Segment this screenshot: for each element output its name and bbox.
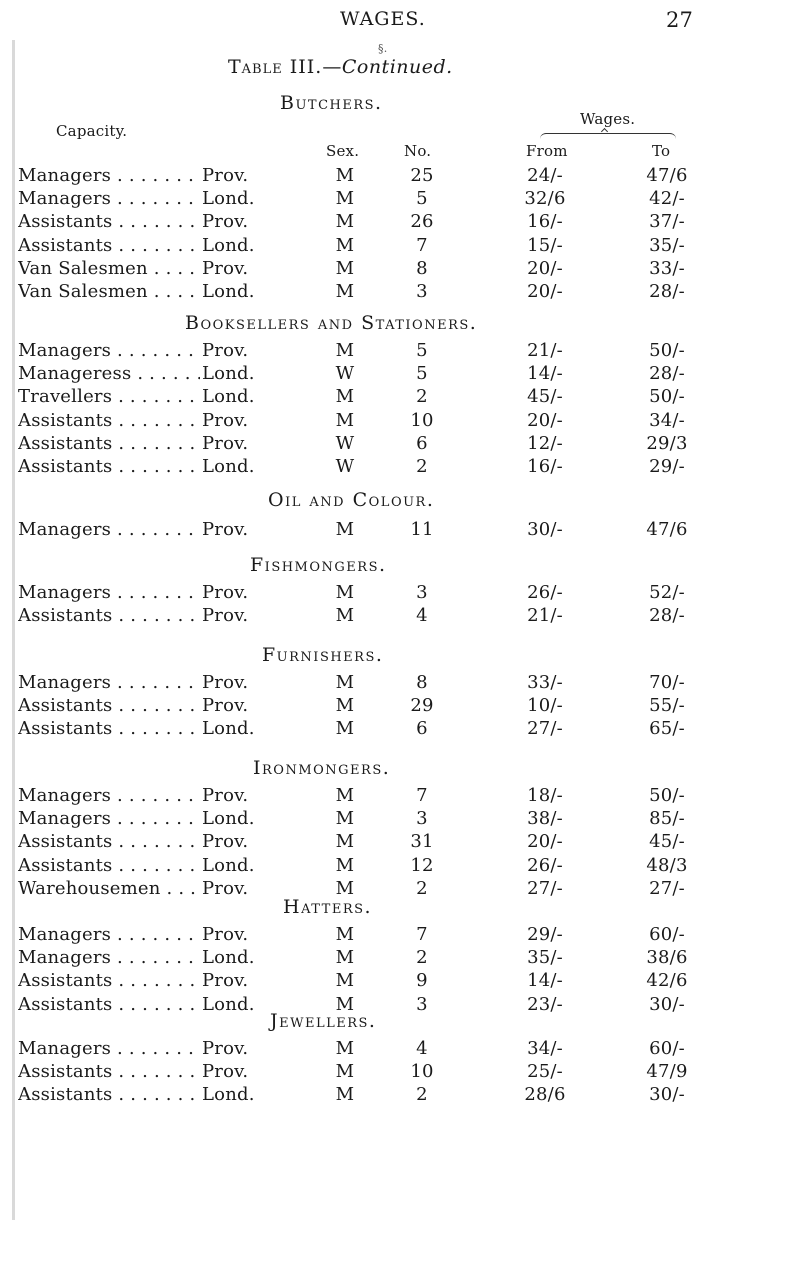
location-cell: Lond.	[202, 993, 255, 1015]
page-number: 27	[666, 8, 694, 32]
wage-to-cell: 50/-	[649, 340, 685, 361]
wage-to-cell: 30/-	[649, 993, 685, 1015]
location-cell: Lond.	[202, 188, 255, 210]
number-cell: 26	[410, 211, 434, 233]
wage-to-cell: 30/-	[649, 1084, 685, 1106]
wage-from-cell: 30/-	[527, 519, 563, 540]
section-title: Hatters.	[283, 896, 373, 918]
table-title-continued: Continued.	[341, 56, 453, 78]
table-row	[0, 784, 800, 808]
number-cell: 3	[416, 582, 428, 603]
table-row	[0, 877, 800, 901]
wage-to-cell: 60/-	[649, 1038, 685, 1059]
wage-from-cell: 14/-	[527, 970, 563, 992]
wage-to-cell: 42/6	[646, 970, 688, 992]
number-cell: 7	[416, 785, 428, 806]
location-cell: Lond.	[202, 281, 255, 302]
number-cell: 3	[416, 993, 428, 1015]
section-title: Jewellers.	[270, 1010, 377, 1032]
location-cell: Lond.	[202, 808, 255, 830]
table-row	[0, 385, 800, 409]
number-cell: 9	[416, 970, 428, 992]
wage-to-cell: 27/-	[649, 877, 685, 899]
sex-cell: M	[335, 188, 355, 210]
wage-from-cell: 20/-	[527, 281, 563, 302]
capacity-cell: Managers . . .	[18, 923, 203, 947]
location-cell: Prov.	[202, 211, 249, 233]
capacity-cell: Van Salesmen . . .	[18, 257, 203, 281]
wage-from-cell: 21/-	[527, 340, 563, 361]
sex-cell: M	[335, 386, 355, 408]
wage-to-cell: 47/9	[646, 1061, 688, 1083]
sex-cell: M	[335, 718, 355, 740]
location-cell: Prov.	[202, 1061, 249, 1083]
table-row	[0, 830, 800, 854]
table-row	[0, 946, 800, 970]
wage-to-cell: 60/-	[649, 924, 685, 945]
number-cell: 25	[410, 165, 434, 186]
wage-to-cell: 47/6	[646, 519, 688, 540]
sex-cell: W	[335, 432, 355, 454]
table-row	[0, 969, 800, 993]
number-cell: 31	[410, 831, 434, 853]
capacity-cell: Assistants . . .	[18, 455, 203, 479]
printer-mark: §.	[378, 42, 388, 55]
capacity-cell: Assistants . . .	[18, 969, 203, 993]
wage-from-cell: 24/-	[527, 165, 563, 186]
wage-to-cell: 29/3	[646, 432, 688, 454]
running-head-title: WAGES.	[340, 8, 426, 30]
wage-to-cell: 28/-	[649, 281, 685, 302]
table-row	[0, 671, 800, 695]
capacity-cell: Travellers . . .	[18, 385, 203, 409]
wage-from-cell: 23/-	[527, 993, 563, 1015]
location-cell: Prov.	[202, 970, 249, 992]
wage-to-cell: 42/-	[649, 188, 685, 210]
table-row	[0, 1083, 800, 1107]
wage-from-cell: 14/-	[527, 363, 563, 385]
table-row	[0, 187, 800, 211]
location-cell: Lond.	[202, 854, 255, 876]
table-row	[0, 455, 800, 479]
sex-cell: M	[335, 519, 355, 540]
number-cell: 4	[416, 1038, 428, 1059]
wage-from-cell: 25/-	[527, 1061, 563, 1083]
table-row	[0, 280, 800, 304]
section-title: Booksellers and Stationers.	[185, 312, 478, 334]
sex-cell: M	[335, 877, 355, 899]
capacity-cell: Warehousemen . . .	[18, 877, 203, 901]
section-title: Furnishers.	[262, 644, 384, 666]
table-row	[0, 339, 800, 363]
wage-from-cell: 34/-	[527, 1038, 563, 1059]
table-row	[0, 234, 800, 258]
table-row	[0, 694, 800, 718]
location-cell: Prov.	[202, 1038, 249, 1059]
location-cell: Lond.	[202, 386, 255, 408]
capacity-cell: Managers . . .	[18, 339, 203, 363]
sex-cell: M	[335, 605, 355, 627]
table-title	[228, 56, 453, 78]
capacity-cell: Assistants . . .	[18, 717, 203, 741]
number-cell: 6	[416, 432, 428, 454]
column-header-wages: Wages.	[580, 110, 636, 128]
sex-cell: M	[335, 257, 355, 279]
number-cell: 2	[416, 877, 428, 899]
section-title: Oil and Colour.	[268, 489, 435, 511]
capacity-cell: Assistants . . .	[18, 830, 203, 854]
capacity-cell: Managers . . .	[18, 187, 203, 211]
number-cell: 12	[410, 854, 434, 876]
wage-to-cell: 45/-	[649, 831, 685, 853]
location-cell: Lond.	[202, 234, 255, 256]
table-row	[0, 1037, 800, 1061]
wage-from-cell: 32/6	[524, 188, 566, 210]
table-row	[0, 923, 800, 947]
location-cell: Prov.	[202, 831, 249, 853]
sex-cell: M	[335, 695, 355, 717]
location-cell: Prov.	[202, 582, 249, 603]
wage-from-cell: 27/-	[527, 718, 563, 740]
number-cell: 2	[416, 386, 428, 408]
wage-from-cell: 20/-	[527, 831, 563, 853]
number-cell: 11	[410, 519, 434, 540]
wage-to-cell: 33/-	[649, 257, 685, 279]
table-row	[0, 432, 800, 456]
number-cell: 10	[410, 409, 434, 431]
sex-cell: M	[335, 165, 355, 186]
location-cell: Prov.	[202, 924, 249, 945]
wage-from-cell: 10/-	[527, 695, 563, 717]
capacity-cell: Managers . . .	[18, 946, 203, 970]
location-cell: Lond.	[202, 456, 255, 477]
running-head	[0, 8, 800, 36]
wage-from-cell: 28/6	[524, 1084, 566, 1106]
sex-cell: W	[335, 456, 355, 477]
capacity-cell: Assistants . . .	[18, 694, 203, 718]
wage-from-cell: 20/-	[527, 409, 563, 431]
capacity-cell: Managers . . .	[18, 1037, 203, 1061]
number-cell: 5	[416, 363, 428, 385]
table-row	[0, 409, 800, 433]
wage-to-cell: 65/-	[649, 718, 685, 740]
location-cell: Prov.	[202, 340, 249, 361]
sex-cell: M	[335, 970, 355, 992]
sex-cell: M	[335, 1038, 355, 1059]
number-cell: 5	[416, 340, 428, 361]
wage-to-cell: 50/-	[649, 785, 685, 806]
table-row	[0, 164, 800, 188]
wage-from-cell: 12/-	[527, 432, 563, 454]
sex-cell: M	[335, 947, 355, 969]
sex-cell: M	[335, 234, 355, 256]
column-header-capacity: Capacity.	[56, 122, 128, 140]
wage-from-cell: 20/-	[527, 257, 563, 279]
wage-to-cell: 48/3	[646, 854, 688, 876]
table-title-dash: —	[322, 56, 342, 78]
sex-cell: M	[335, 1084, 355, 1106]
capacity-cell: Managers . . .	[18, 807, 203, 831]
wage-to-cell: 29/-	[649, 456, 685, 477]
location-cell: Lond.	[202, 718, 255, 740]
wage-to-cell: 28/-	[649, 605, 685, 627]
wage-to-cell: 52/-	[649, 582, 685, 603]
table-row	[0, 362, 800, 386]
number-cell: 29	[410, 695, 434, 717]
location-cell: Prov.	[202, 257, 249, 279]
table-row	[0, 518, 800, 542]
capacity-cell: Assistants . . .	[18, 1083, 203, 1107]
capacity-cell: Van Salesmen . . .	[18, 280, 203, 304]
sex-cell: W	[335, 363, 355, 385]
sex-cell: M	[335, 785, 355, 806]
capacity-cell: Managers . . .	[18, 518, 203, 542]
table-row	[0, 581, 800, 605]
sex-cell: M	[335, 672, 355, 693]
capacity-cell: Assistants . . .	[18, 409, 203, 433]
sex-cell: M	[335, 831, 355, 853]
number-cell: 4	[416, 605, 428, 627]
wage-from-cell: 16/-	[527, 456, 563, 477]
sex-cell: M	[335, 808, 355, 830]
sex-cell: M	[335, 211, 355, 233]
section-title: Fishmongers.	[250, 554, 387, 576]
number-cell: 10	[410, 1061, 434, 1083]
table-row	[0, 717, 800, 741]
wage-to-cell: 85/-	[649, 808, 685, 830]
capacity-cell: Assistants . . .	[18, 234, 203, 258]
capacity-cell: Assistants . . .	[18, 432, 203, 456]
wage-from-cell: 33/-	[527, 672, 563, 693]
number-cell: 5	[416, 188, 428, 210]
sex-cell: M	[335, 340, 355, 361]
table-row	[0, 993, 800, 1017]
number-cell: 7	[416, 924, 428, 945]
number-cell: 6	[416, 718, 428, 740]
location-cell: Lond.	[202, 1084, 255, 1106]
location-cell: Prov.	[202, 519, 249, 540]
number-cell: 3	[416, 808, 428, 830]
wage-from-cell: 16/-	[527, 211, 563, 233]
sex-cell: M	[335, 281, 355, 302]
sex-cell: M	[335, 409, 355, 431]
table-title-label: Table III.	[228, 56, 323, 78]
wage-to-cell: 70/-	[649, 672, 685, 693]
column-header-sex: Sex.	[326, 142, 360, 160]
number-cell: 8	[416, 672, 428, 693]
capacity-cell: Managers . . .	[18, 164, 203, 188]
wage-from-cell: 27/-	[527, 877, 563, 899]
column-header-from: From	[526, 142, 568, 160]
wages-brace	[540, 133, 676, 140]
wage-from-cell: 15/-	[527, 234, 563, 256]
sex-cell: M	[335, 993, 355, 1015]
column-header-no: No.	[404, 142, 432, 160]
section-title: Ironmongers.	[253, 757, 391, 779]
location-cell: Prov.	[202, 785, 249, 806]
location-cell: Prov.	[202, 695, 249, 717]
capacity-cell: Managers . . .	[18, 671, 203, 695]
wage-to-cell: 50/-	[649, 386, 685, 408]
capacity-cell: Managers . . .	[18, 784, 203, 808]
wage-to-cell: 47/6	[646, 165, 688, 186]
wage-from-cell: 21/-	[527, 605, 563, 627]
sex-cell: M	[335, 854, 355, 876]
table-row	[0, 854, 800, 878]
location-cell: Prov.	[202, 877, 249, 899]
wage-to-cell: 34/-	[649, 409, 685, 431]
wage-to-cell: 38/6	[646, 947, 688, 969]
column-header-to: To	[652, 142, 671, 160]
location-cell: Prov.	[202, 165, 249, 186]
wage-from-cell: 26/-	[527, 854, 563, 876]
number-cell: 3	[416, 281, 428, 302]
capacity-cell: Assistants . . .	[18, 604, 203, 628]
capacity-cell: Assistants . . .	[18, 210, 203, 234]
wage-to-cell: 35/-	[649, 234, 685, 256]
location-cell: Lond.	[202, 363, 255, 385]
location-cell: Prov.	[202, 409, 249, 431]
table-row	[0, 1060, 800, 1084]
number-cell: 7	[416, 234, 428, 256]
capacity-cell: Assistants . . .	[18, 854, 203, 878]
capacity-cell: Assistants . . .	[18, 1060, 203, 1084]
wage-from-cell: 45/-	[527, 386, 563, 408]
wage-from-cell: 26/-	[527, 582, 563, 603]
wage-to-cell: 37/-	[649, 211, 685, 233]
number-cell: 2	[416, 1084, 428, 1106]
capacity-cell: Assistants . . .	[18, 993, 203, 1017]
capacity-cell: Manageress . . .	[18, 362, 203, 386]
wage-from-cell: 29/-	[527, 924, 563, 945]
table-row	[0, 604, 800, 628]
number-cell: 2	[416, 947, 428, 969]
wage-from-cell: 38/-	[527, 808, 563, 830]
capacity-cell: Managers . . .	[18, 581, 203, 605]
location-cell: Prov.	[202, 672, 249, 693]
table-row	[0, 210, 800, 234]
number-cell: 8	[416, 257, 428, 279]
sex-cell: M	[335, 924, 355, 945]
table-row	[0, 807, 800, 831]
location-cell: Lond.	[202, 947, 255, 969]
location-cell: Prov.	[202, 432, 249, 454]
wage-from-cell: 18/-	[527, 785, 563, 806]
number-cell: 2	[416, 456, 428, 477]
wage-to-cell: 55/-	[649, 695, 685, 717]
section-title-butchers: Butchers.	[280, 92, 383, 114]
table-row	[0, 257, 800, 281]
wage-to-cell: 28/-	[649, 363, 685, 385]
wage-from-cell: 35/-	[527, 947, 563, 969]
sex-cell: M	[335, 1061, 355, 1083]
sex-cell: M	[335, 582, 355, 603]
location-cell: Prov.	[202, 605, 249, 627]
